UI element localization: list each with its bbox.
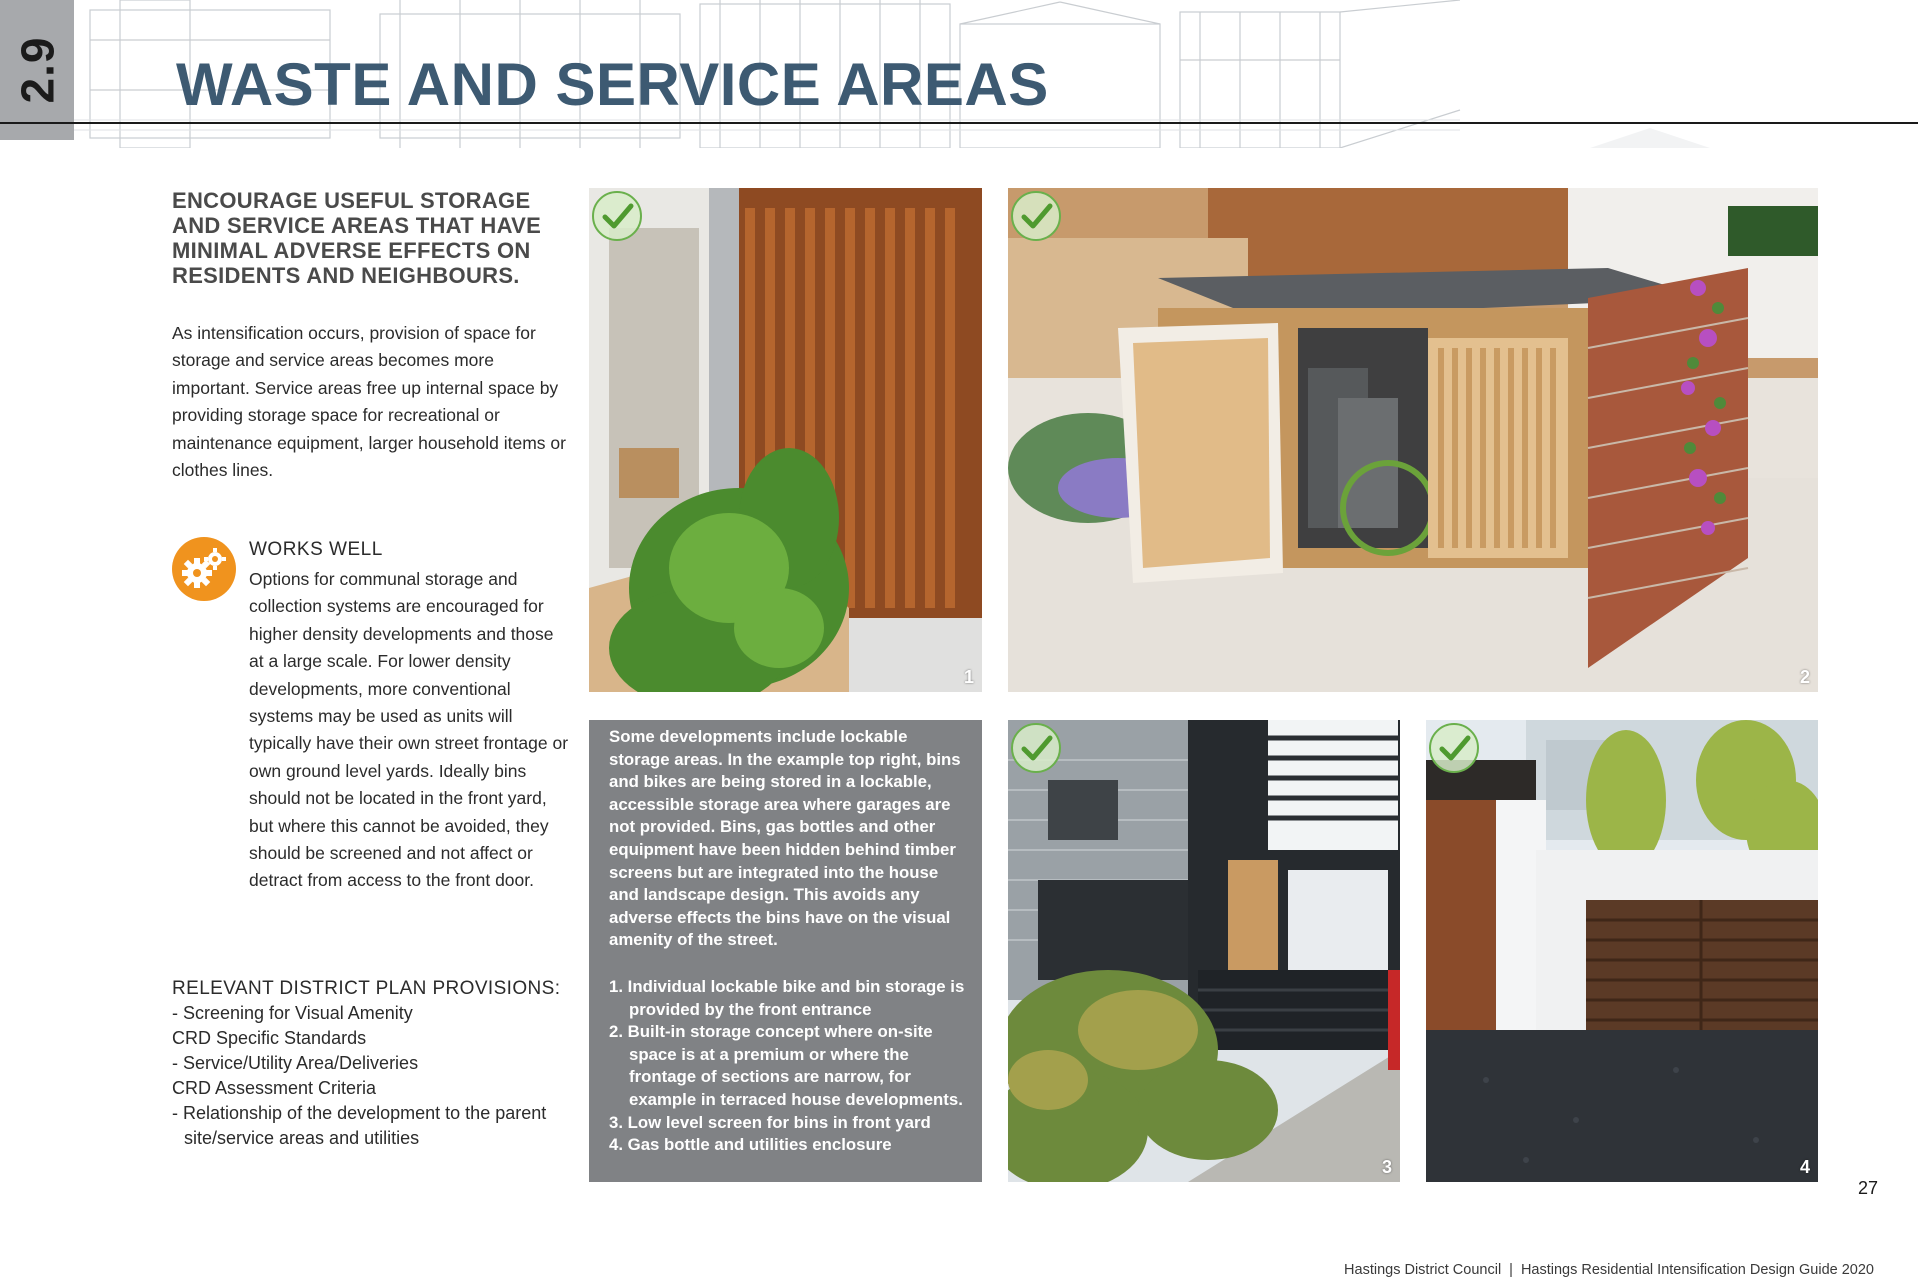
footer — [1344, 1262, 1874, 1278]
photo-number: 4 — [1799, 1157, 1810, 1177]
section-number — [0, 0, 74, 140]
photo-number: 3 — [1381, 1157, 1392, 1177]
caption-item: 3. Low level screen for bins in front yard — [609, 1112, 931, 1132]
photo-front-yard-screen — [1008, 720, 1400, 1182]
photo-entrance-storage — [589, 188, 982, 692]
title-rule — [0, 122, 1918, 124]
footer-org: Hastings District Council — [1344, 1262, 1502, 1278]
provisions-line: site/service areas and utilities — [184, 1128, 420, 1148]
section-number-label: 2.9 — [10, 36, 63, 104]
caption-intro: Some developments include lockable storage areas. In the example top right, bins and bikes are being stored in a lockable, accessible storage area where garages are not provided. Bins, gas bottles and other equipment have been hidden behind timber screens but are integrated into the house and landscape design. This avoids any adverse effects the bins have on the visual amenity of the street. — [609, 727, 961, 950]
footer-doc-title: Hastings Residential Intensification Design Guide 2020 — [1520, 1262, 1874, 1278]
page-title: WASTE AND SERVICE AREAS — [176, 51, 1049, 118]
caption-box — [589, 720, 982, 1182]
caption-list — [609, 976, 975, 1157]
provisions-title: RELEVANT DISTRICT PLAN PROVISIONS: — [172, 978, 561, 999]
page-number: 27 — [1858, 1178, 1879, 1198]
caption-item: 2. Built-in storage concept where on-site space is at a premium or where the frontage of sections are narrow, for example in terraced house developments. — [609, 1022, 963, 1109]
provisions-line: - Relationship of the development to the parent — [172, 1103, 547, 1123]
works-well-heading: WORKS WELL — [249, 539, 383, 560]
provisions-line: CRD Specific Standards — [172, 1028, 367, 1048]
district-plan-provisions — [172, 976, 582, 1151]
caption-item: 4. Gas bottle and utilities enclosure — [609, 1135, 892, 1155]
caption-item: 1. Individual lockable bike and bin storage is provided by the front entrance — [609, 977, 965, 1019]
gears-icon — [172, 537, 236, 601]
checkmark-icon — [1428, 722, 1480, 774]
checkmark-icon — [1010, 722, 1062, 774]
checkmark-icon — [591, 190, 643, 242]
footer-separator: | — [1509, 1262, 1513, 1278]
photo-number: 1 — [963, 667, 974, 687]
lead-section — [172, 188, 572, 288]
works-well-text: Options for communal storage and collection systems are encouraged for higher density developments and those at a large scale. For lower density developments, more conventional systems may be used as units will typically have their own street frontage or own ground level yards. Ideally bins should not be located in the front yard, but where this cannot be avoided, they should be screened and not affect or detract from access to the front door. — [249, 569, 569, 891]
provisions-line: - Service/Utility Area/Deliveries — [172, 1053, 419, 1073]
photo-utilities-enclosure — [1426, 720, 1818, 1182]
checkmark-icon — [1010, 190, 1062, 242]
provisions-line: - Screening for Visual Amenity — [172, 1003, 413, 1023]
lead-heading: ENCOURAGE USEFUL STORAGE AND SERVICE AREAS THAT HAVE MINIMAL ADVERSE EFFECTS ON RESIDENTS AND NEIGHBOURS. — [172, 188, 542, 288]
provisions-line: CRD Assessment Criteria — [172, 1078, 377, 1098]
photo-number: 2 — [1799, 667, 1810, 687]
intro-paragraph: As intensification occurs, provision of space for storage and service areas becomes more important. Service areas free up internal space by providing storage space for recreational or maintenance equipment, larger household items or clothes lines. — [172, 323, 566, 481]
photo-bin-storage-shed — [1008, 188, 1818, 692]
